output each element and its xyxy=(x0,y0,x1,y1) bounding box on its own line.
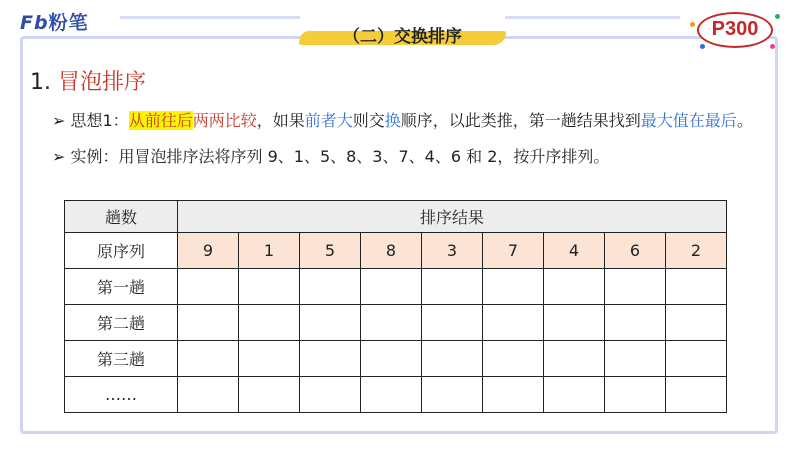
empty-cell xyxy=(239,377,300,413)
empty-cell xyxy=(178,377,239,413)
row-label: 第二趟 xyxy=(65,305,178,341)
empty-cell xyxy=(239,341,300,377)
empty-cell xyxy=(483,305,544,341)
logo-mark: Fb xyxy=(20,12,49,34)
heading xyxy=(30,65,146,96)
idea-text-4: 。 xyxy=(736,111,753,130)
orig-cell: 9 xyxy=(178,233,239,269)
empty-cell xyxy=(300,269,361,305)
empty-cell xyxy=(239,305,300,341)
empty-cell xyxy=(483,269,544,305)
row-label: 原序列 xyxy=(65,233,178,269)
empty-cell xyxy=(300,305,361,341)
orig-cell: 7 xyxy=(483,233,544,269)
orig-cell: 2 xyxy=(666,233,727,269)
empty-cell xyxy=(483,341,544,377)
header-rule-right xyxy=(505,16,680,19)
table-header-row xyxy=(65,201,727,233)
empty-cell xyxy=(605,269,666,305)
empty-cell xyxy=(361,269,422,305)
empty-cell xyxy=(239,269,300,305)
empty-cell xyxy=(300,377,361,413)
confetti-dot xyxy=(775,14,780,19)
orig-cell: 1 xyxy=(239,233,300,269)
orig-cell: 4 xyxy=(544,233,605,269)
empty-cell xyxy=(666,305,727,341)
idea-pairwise: 两两比较 xyxy=(192,111,257,130)
header-pass: 趟数 xyxy=(65,201,178,233)
empty-cell xyxy=(544,377,605,413)
idea-label: 思想1： xyxy=(70,111,129,130)
idea-text-2: 则交 xyxy=(352,111,385,130)
empty-cell xyxy=(178,341,239,377)
logo-text: 粉笔 xyxy=(48,12,89,34)
page-badge: P300 xyxy=(697,12,773,48)
idea-text-3: 顺序，以此类推，第一趟结果找到 xyxy=(400,111,641,130)
orig-cell: 6 xyxy=(605,233,666,269)
empty-cell xyxy=(178,269,239,305)
empty-cell xyxy=(361,305,422,341)
empty-cell xyxy=(544,305,605,341)
row-label: …… xyxy=(65,377,178,413)
header-rule-left xyxy=(120,16,300,19)
confetti-dot xyxy=(770,44,775,49)
empty-cell xyxy=(300,341,361,377)
table-row xyxy=(65,233,727,269)
table-row xyxy=(65,305,727,341)
empty-cell xyxy=(544,341,605,377)
idea-front-to-back: 从前往后 xyxy=(128,111,193,130)
empty-cell xyxy=(361,341,422,377)
idea-swap: 换 xyxy=(384,111,401,130)
bullet-arrow-icon: ➢ xyxy=(52,111,66,130)
empty-cell xyxy=(483,377,544,413)
sort-table xyxy=(64,200,727,413)
confetti-dot xyxy=(690,22,695,27)
example-text: 实例：用冒泡排序法将序列 9、1、5、8、3、7、4、6 和 2，按升序排列。 xyxy=(70,147,610,166)
table-row xyxy=(65,341,727,377)
empty-cell xyxy=(605,305,666,341)
bullet-idea xyxy=(52,108,753,131)
row-label: 第一趟 xyxy=(65,269,178,305)
section-title xyxy=(300,22,505,48)
empty-cell xyxy=(544,269,605,305)
table-row xyxy=(65,269,727,305)
empty-cell xyxy=(422,305,483,341)
empty-cell xyxy=(422,341,483,377)
orig-cell: 8 xyxy=(361,233,422,269)
empty-cell xyxy=(666,269,727,305)
bullet-arrow-icon: ➢ xyxy=(52,147,66,166)
orig-cell: 3 xyxy=(422,233,483,269)
table-row xyxy=(65,377,727,413)
heading-number: 1. xyxy=(30,70,51,95)
heading-title: 冒泡排序 xyxy=(58,70,147,95)
empty-cell xyxy=(178,305,239,341)
empty-cell xyxy=(666,377,727,413)
bullet-example xyxy=(52,144,609,167)
empty-cell xyxy=(605,341,666,377)
header-result: 排序结果 xyxy=(178,201,727,233)
empty-cell xyxy=(422,377,483,413)
orig-cell: 5 xyxy=(300,233,361,269)
idea-former-larger: 前者大 xyxy=(304,111,353,130)
row-label: 第三趟 xyxy=(65,341,178,377)
empty-cell xyxy=(361,377,422,413)
confetti-dot xyxy=(700,44,705,49)
fenbi-logo xyxy=(20,8,89,35)
section-title-text: （二）交换排序 xyxy=(343,27,462,47)
idea-max-last: 最大值在最后 xyxy=(640,111,737,130)
idea-text-1: ，如果 xyxy=(256,111,305,130)
empty-cell xyxy=(605,377,666,413)
empty-cell xyxy=(666,341,727,377)
empty-cell xyxy=(422,269,483,305)
